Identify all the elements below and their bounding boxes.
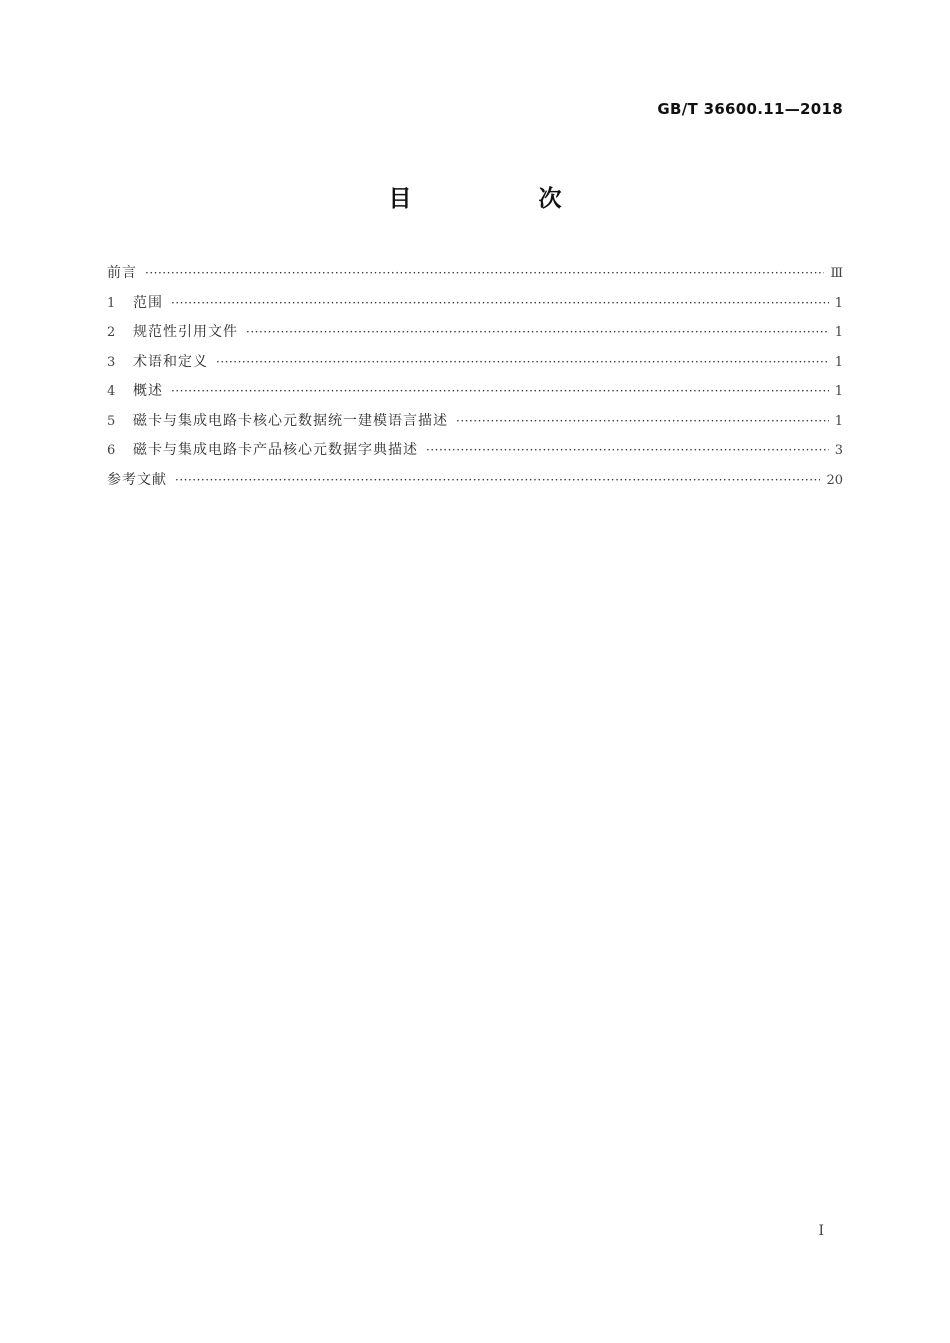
- toc-dot-leader: [171, 377, 829, 407]
- toc-entry-page: 20: [826, 472, 843, 488]
- toc-entry-normative-references[interactable]: [107, 318, 843, 348]
- toc-entry-number: 2: [107, 325, 116, 340]
- toc-entry-bibliography[interactable]: [107, 466, 843, 496]
- toc-dot-leader: [145, 259, 824, 289]
- toc-dot-leader: [246, 318, 829, 348]
- toc-entry-label: 概述: [133, 383, 163, 399]
- toc-entry-label: 规范性引用文件: [133, 324, 238, 340]
- toc-dot-leader: [426, 436, 829, 466]
- toc-entry-number: 1: [107, 295, 116, 311]
- toc-entry-page: Ⅲ: [830, 266, 843, 281]
- toc-entry-uml-description[interactable]: [107, 407, 843, 437]
- page-number: Ⅰ: [818, 1223, 824, 1239]
- toc-entry-page: 3: [834, 443, 843, 458]
- table-of-contents: [107, 259, 843, 495]
- toc-entry-page: 1: [834, 413, 843, 429]
- toc-entry-foreword[interactable]: [107, 259, 843, 289]
- toc-entry-number: 3: [107, 354, 116, 370]
- toc-dot-leader: [456, 407, 829, 437]
- toc-entry-number: 4: [107, 384, 116, 399]
- toc-dot-leader: [175, 466, 820, 496]
- toc-entry-overview[interactable]: [107, 377, 843, 407]
- toc-entry-label: 磁卡与集成电路卡核心元数据统一建模语言描述: [133, 412, 448, 429]
- toc-entry-page: 1: [834, 295, 843, 311]
- toc-dot-leader: [216, 348, 829, 378]
- toc-entry-page: 1: [834, 354, 843, 370]
- toc-entry-label: 参考文献: [107, 471, 167, 488]
- toc-entry-page: 1: [834, 384, 843, 399]
- toc-dot-leader: [171, 289, 829, 319]
- page-title: 目 次: [388, 186, 614, 212]
- toc-entry-scope[interactable]: [107, 289, 843, 319]
- toc-entry-label: 磁卡与集成电路卡产品核心元数据字典描述: [133, 442, 418, 458]
- toc-entry-page: 1: [834, 325, 843, 340]
- toc-entry-label: 前言: [107, 265, 137, 281]
- toc-entry-label: 术语和定义: [133, 353, 208, 370]
- toc-entry-data-dictionary[interactable]: [107, 436, 843, 466]
- toc-entry-number: 6: [107, 443, 116, 458]
- toc-entry-number: 5: [107, 413, 116, 429]
- toc-entry-label: 范围: [133, 294, 163, 311]
- standard-code: GB/T 36600.11—2018: [657, 100, 843, 118]
- toc-entry-terms-definitions[interactable]: [107, 348, 843, 378]
